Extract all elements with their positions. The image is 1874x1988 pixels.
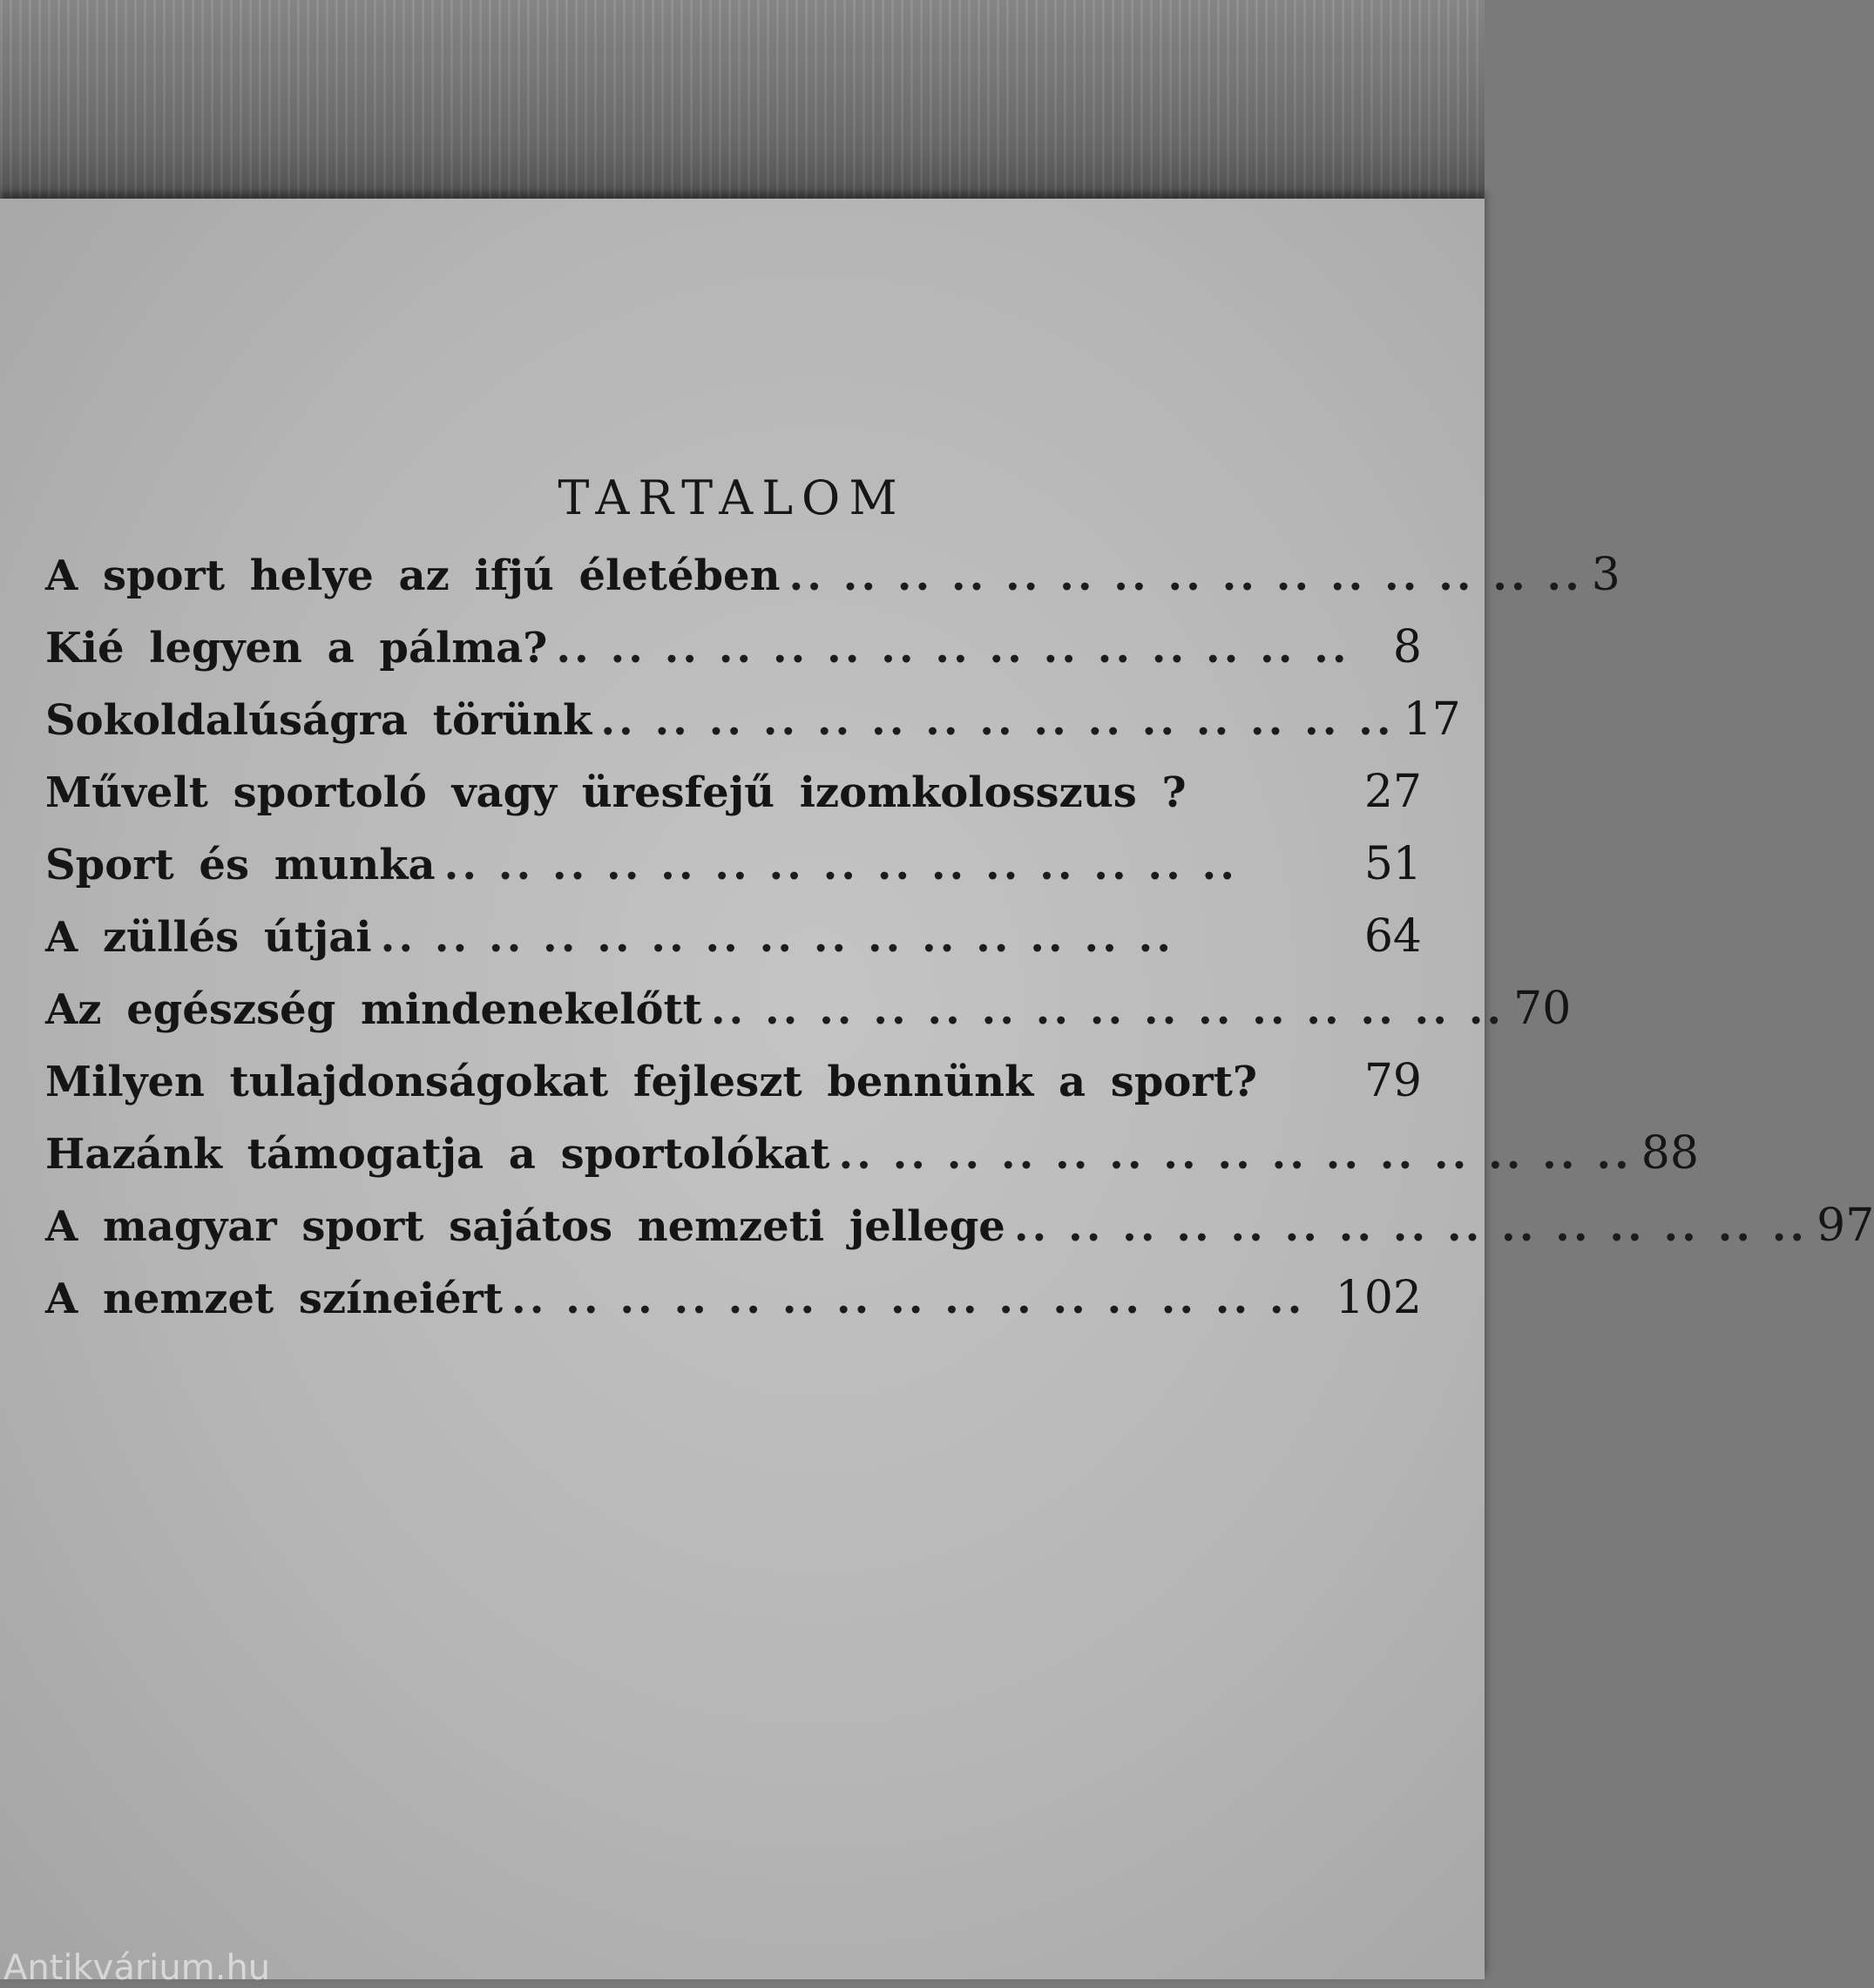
dot-leader: .. .. .. .. .. .. .. .. .. .. .. .. .. .. .. xyxy=(443,841,1238,889)
page-number: 3 xyxy=(1591,549,1620,601)
entry-title: A magyar sport sajátos nemzeti jellege xyxy=(45,1202,1005,1251)
toc-entry xyxy=(45,838,1422,910)
dot-leader: .. .. .. .. .. .. .. .. .. .. .. .. .. .. .. xyxy=(788,551,1583,600)
page-number: 79 xyxy=(1363,1055,1422,1107)
dot-leader: .. .. .. .. .. .. .. .. .. .. .. .. .. .. .. xyxy=(380,913,1174,962)
page-number: 8 xyxy=(1392,621,1422,673)
page-number: 70 xyxy=(1513,983,1572,1035)
toc-entry xyxy=(45,693,1461,766)
page-number: 102 xyxy=(1335,1272,1422,1324)
toc-entry xyxy=(45,910,1422,983)
entry-title: Hazánk támogatja a sportolókat xyxy=(45,1130,830,1179)
page-number: 27 xyxy=(1363,766,1422,818)
dot-leader: .. .. .. .. .. .. .. .. .. .. .. .. .. .. .. xyxy=(600,696,1395,745)
entry-title: A sport helye az ifjú életében xyxy=(45,551,781,600)
dot-leader: .. .. .. .. .. .. .. .. .. .. .. .. .. .. .. xyxy=(511,1275,1306,1323)
page-number: 97 xyxy=(1816,1200,1874,1252)
toc-entry xyxy=(45,621,1422,693)
entry-title: A nemzet színeiért xyxy=(45,1275,504,1323)
entry-title: Művelt sportoló vagy üresfejű izomkolosszus ? xyxy=(45,768,1187,817)
entry-title: Milyen tulajdonságokat fejleszt bennünk a sport? xyxy=(45,1058,1257,1106)
toc-entry xyxy=(45,1272,1422,1344)
toc-entry xyxy=(45,1127,1699,1200)
page-number: 64 xyxy=(1363,910,1422,963)
entry-title: Kié legyen a pálma? xyxy=(45,624,548,673)
table-of-contents xyxy=(45,549,1874,1344)
page-title: TARTALOM xyxy=(558,470,906,525)
entry-title: Sokoldalúságra törünk xyxy=(45,696,592,745)
entry-title: Sport és munka xyxy=(45,841,436,889)
toc-entry xyxy=(45,983,1572,1055)
dot-leader: .. .. .. .. .. .. .. .. .. .. .. .. .. .. .. xyxy=(710,985,1505,1034)
dot-leader: .. .. .. .. .. .. .. .. .. .. .. .. .. .. .. xyxy=(1013,1202,1809,1251)
dot-leader: .. .. .. .. .. .. .. .. .. .. .. .. .. .. .. xyxy=(838,1130,1633,1179)
page-number: 17 xyxy=(1403,693,1461,746)
entry-title: Az egészség mindenekelőtt xyxy=(45,985,702,1034)
toc-entry xyxy=(45,1200,1874,1272)
page-number: 51 xyxy=(1363,838,1422,890)
background-surface xyxy=(0,0,1485,227)
page-number: 88 xyxy=(1641,1127,1699,1180)
watermark-text: Antikvárium.hu xyxy=(3,1948,271,1988)
toc-entry xyxy=(45,766,1422,838)
toc-entry xyxy=(45,1055,1422,1127)
toc-entry xyxy=(45,549,1620,621)
dot-leader: .. .. .. .. .. .. .. .. .. .. .. .. .. .. .. xyxy=(556,624,1350,673)
entry-title: A züllés útjai xyxy=(45,913,372,962)
